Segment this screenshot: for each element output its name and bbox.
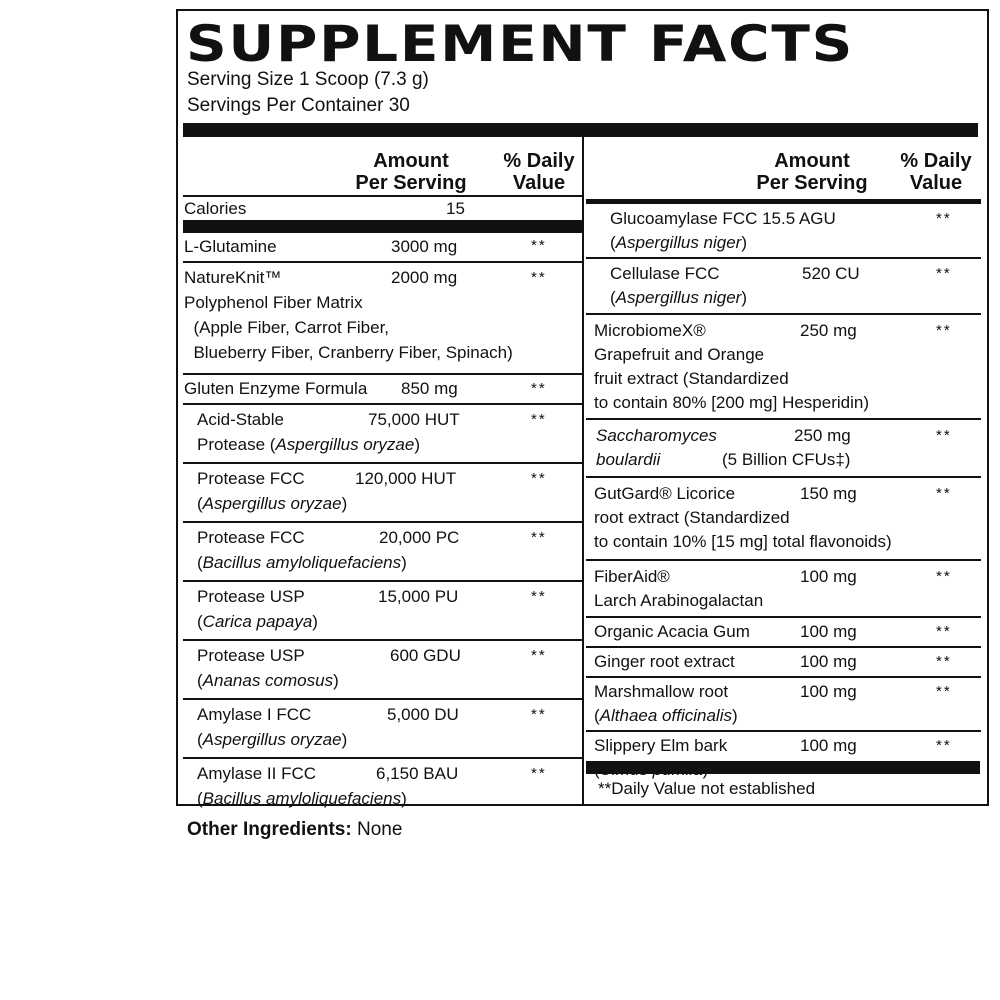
nutrient-row-calories: Calories 15 — [183, 197, 582, 233]
nutrient-row-gluten-enzyme: Gluten Enzyme Formula 850 mg ** — [183, 375, 582, 405]
daily-value-footnote: **Daily Value not established — [598, 779, 816, 798]
nutrient-row-gutgard: GutGard® Licorice root extract (Standardized to contain 10% [15 mg] total flavonoids) 150 mg ** — [586, 478, 981, 561]
nutrient-row-ginger-root: Ginger root extract 100 mg ** — [586, 648, 981, 678]
nutrient-row-saccharomyces: Saccharomyces boulardii (5 Billion CFUs‡) 250 mg ** — [586, 420, 981, 478]
supplement-facts-panel — [176, 9, 989, 806]
column-divider — [582, 137, 584, 804]
nutrient-row-cellulase: Cellulase FCC (Aspergillus niger) 520 CU ** — [586, 259, 981, 315]
amount-header: Amount Per Serving — [355, 150, 467, 194]
left-column — [183, 137, 582, 816]
daily-value-header-right: % Daily Value — [900, 150, 972, 194]
serving-size: Serving Size 1 Scoop (7.3 g) — [187, 69, 429, 90]
right-column — [586, 137, 981, 786]
nutrient-row-amylase-ii: Amylase II FCC (Bacillus amyloliquefaciens) 6,150 BAU ** — [197, 764, 547, 808]
other-ingredients — [187, 819, 402, 841]
nutrient-row-l-glutamine: L-Glutamine 3000 mg ** — [183, 233, 582, 263]
servings-per-container: Servings Per Container 30 — [187, 95, 410, 116]
nutrient-row-protease-usp-1: Protease USP (Carica papaya) 15,000 PU ** — [183, 582, 582, 641]
nutrient-row-marshmallow-root: Marshmallow root (Althaea officinalis) 100 mg ** — [586, 678, 981, 732]
right-column-header — [586, 137, 981, 199]
nutrient-row-protease-usp-2: Protease USP (Ananas comosus) 600 GDU ** — [183, 641, 582, 700]
panel-title: SUPPLEMENT FACTS — [186, 15, 854, 73]
header-divider-bar — [183, 123, 978, 137]
nutrient-row-protease-fcc-2: Protease FCC (Bacillus amyloliquefaciens) 20,000 PC ** — [183, 523, 582, 582]
amount-header-right: Amount Per Serving — [756, 150, 868, 194]
nutrient-row-slippery-elm: Slippery Elm bark 100 mg ** — [594, 736, 952, 755]
nutrient-row-microbiomex: MicrobiomeX® Grapefruit and Orange fruit extract (Standardized to contain 80% [200 mg] Hesperidin) 250 mg ** — [586, 315, 981, 420]
footnote-divider-bar — [586, 761, 980, 774]
nutrient-row-acacia-gum: Organic Acacia Gum 100 mg ** — [586, 618, 981, 648]
nutrient-row-fiberaid: FiberAid® Larch Arabinogalactan 100 mg ** — [586, 561, 981, 618]
nutrient-row-amylase-i: Amylase I FCC (Aspergillus oryzae) 5,000 DU ** — [183, 700, 582, 759]
left-column-header — [183, 137, 582, 195]
nutrient-row-natureknit: NatureKnit™ Polyphenol Fiber Matrix (Apple Fiber, Carrot Fiber, Blueberry Fiber, Cranberry Fiber, Spinach) 2000 mg ** — [183, 263, 582, 375]
nutrient-row-glucoamylase: Glucoamylase FCC 15.5 AGU (Aspergillus niger) ** — [586, 204, 981, 259]
other-ingredients-value: None — [351, 819, 403, 840]
nutrient-row-acid-stable-protease: Acid-Stable Protease (Aspergillus oryzae) 75,000 HUT ** — [183, 405, 582, 464]
other-ingredients-label: Other Ingredients: — [187, 819, 352, 840]
daily-value-header: % Daily Value — [503, 150, 575, 194]
nutrient-row-protease-fcc-1: Protease FCC (Aspergillus oryzae) 120,000 HUT ** — [183, 464, 582, 523]
